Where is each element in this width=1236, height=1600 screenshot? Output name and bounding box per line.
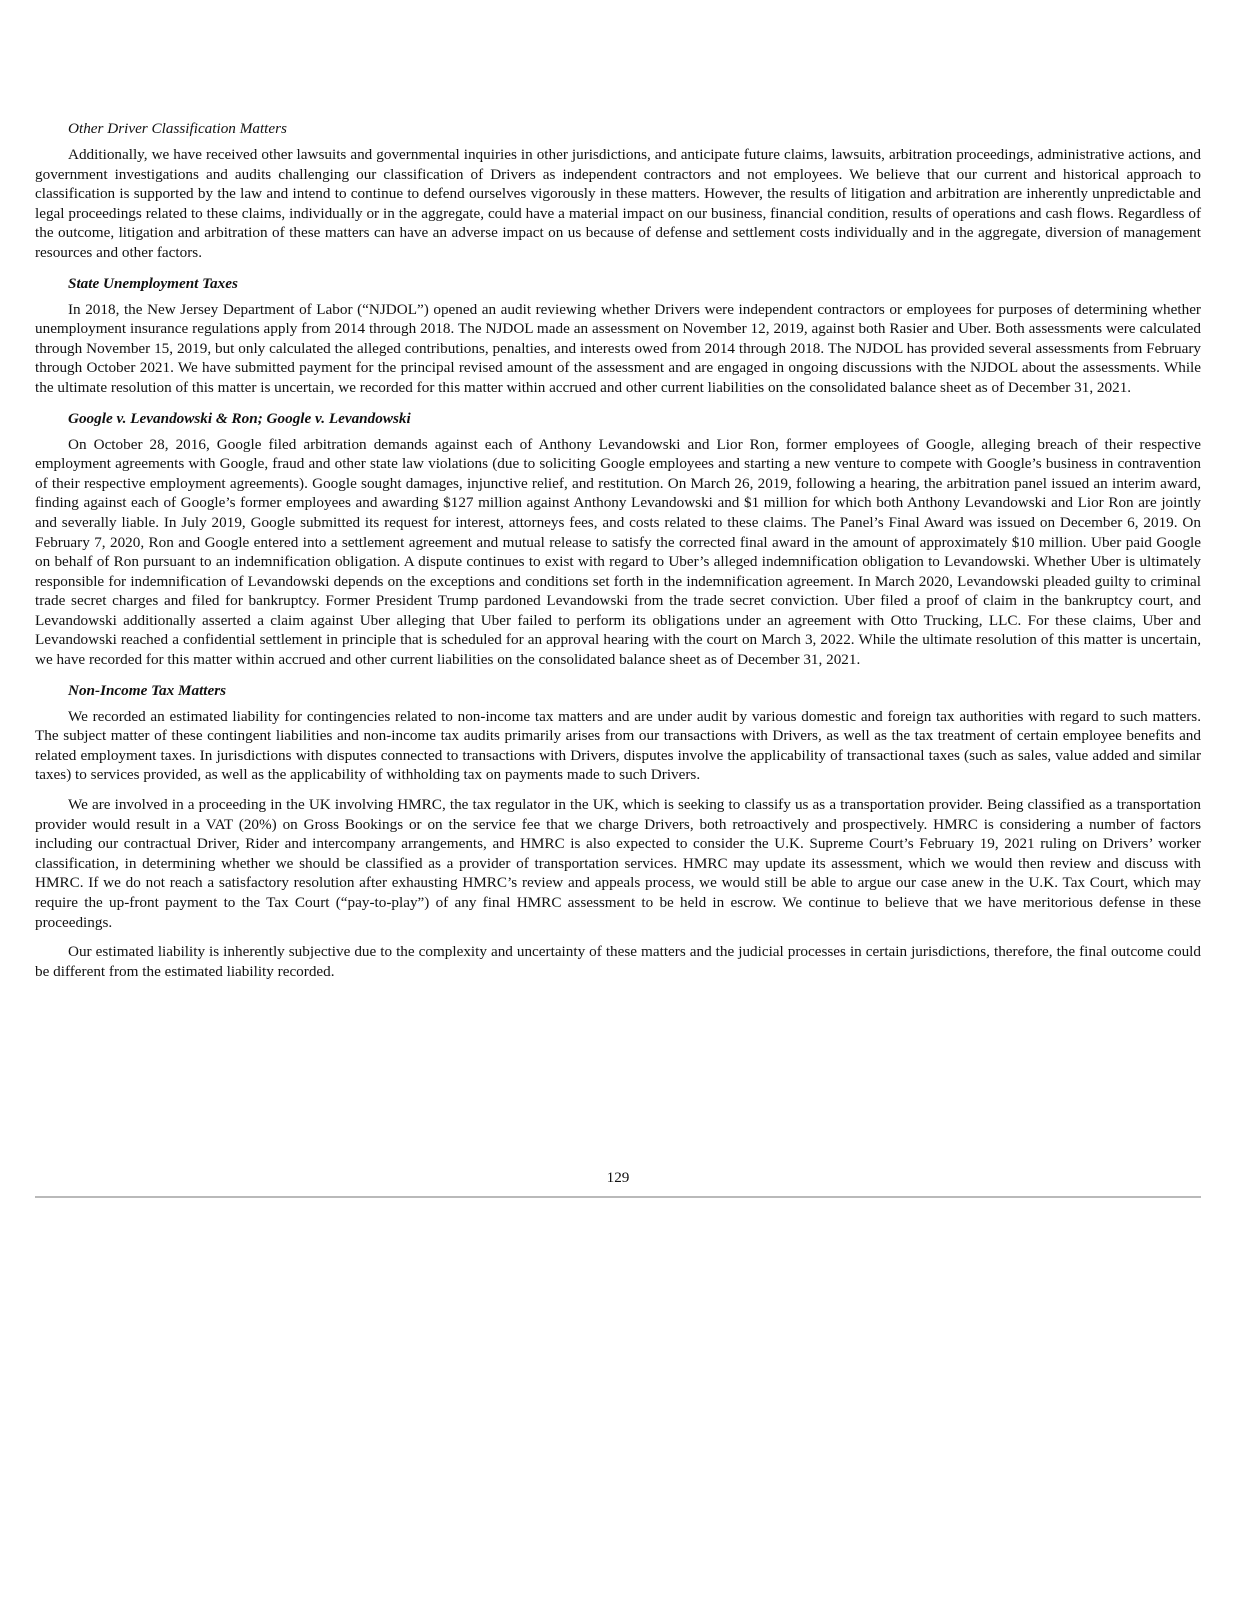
section-heading: Google v. Levandowski & Ron; Google v. Levandowski xyxy=(68,409,411,427)
section-heading: State Unemployment Taxes xyxy=(68,274,238,292)
paragraph: We are involved in a proceeding in the UK involving HMRC, the tax regulator in the UK, which is seeking to classify us as a transportation provider. Being classified as a transportation provider would result in a VAT (20%) on Gross Bookings or on the service fee that we charge Drivers, both retroactively and prospectively. HMRC is considering a number of factors including our contractual Driver, Rider and intercompany arrangements, and HMRC is also expected to consider the U.K. Supreme Court’s February 19, 2021 ruling on Drivers’ worker classification, in determining whether we should be classified as a provider of transportation services. HMRC may update its assessment, which we would then review and discuss with HMRC. If we do not reach a satisfactory resolution after exhausting HMRC’s review and appeals process, we would still be able to argue our case anew in the U.K. Tax Court, which may require the up-front payment to the Tax Court (“pay-to-play”) of any final HMRC assessment to be held in escrow. We continue to believe that we have meritorious defense in these proceedings. xyxy=(35,796,1201,931)
footer-divider xyxy=(35,1196,1201,1198)
paragraph: Additionally, we have received other lawsuits and governmental inquiries in other jurisdictions, and anticipate future claims, lawsuits, arbitration proceedings, administrative actions, and government investigations and audits challenging our classification of Drivers as independent contractors and not employees. We believe that our current and historical approach to classification is supported by the law and intend to continue to defend ourselves vigorously in these matters. However, the results of litigation and arbitration are inherently unpredictable and legal proceedings related to these claims, individually or in the aggregate, could have a material impact on our business, financial condition, results of operations and cash flows. Regardless of the outcome, litigation and arbitration of these matters can have an adverse impact on us because of defense and settlement costs individually and in the aggregate, diversion of management resources and other factors. xyxy=(35,146,1201,261)
page-number: 129 xyxy=(606,1169,630,1186)
section-state-unemployment-taxes xyxy=(35,273,1201,398)
section-google-v-levandowski xyxy=(35,408,1201,670)
document-page xyxy=(35,118,1201,987)
section-other-driver-classification xyxy=(35,118,1201,263)
paragraph: Our estimated liability is inherently subjective due to the complexity and uncertainty of these matters and the judicial processes in certain jurisdictions, therefore, the final outcome could be different from the estimated liability recorded. xyxy=(35,943,1201,980)
paragraph: On October 28, 2016, Google filed arbitration demands against each of Anthony Levandowski and Lior Ron, former employees of Google, alleging breach of their respective employment agreements with Google, fraud and other state law violations (due to soliciting Google employees and starting a new venture to compete with Google’s business in contravention of their respective employment agreements). Google sought damages, injunctive relief, and restitution. On March 26, 2019, following a hearing, the arbitration panel issued an interim award, finding against each of Google’s former employees and awarding $127 million against Anthony Levandowski and $1 million for which both Anthony Levandowski and Lior Ron are jointly and severally liable. In July 2019, Google submitted its request for interest, attorneys fees, and costs related to these claims. The Panel’s Final Award was issued on December 6, 2019. On February 7, 2020, Ron and Google entered into a settlement agreement and mutual release to satisfy the corrected final award in the amount of approximately $10 million. Uber paid Google on behalf of Ron pursuant to an indemnification obligation. A dispute continues to exist with regard to Uber’s alleged indemnification obligation to Levandowski. Whether Uber is ultimately responsible for indemnification of Levandowski depends on the exceptions and conditions set forth in the indemnification agreement. In March 2020, Levandowski pleaded guilty to criminal trade secret charges and filed for bankruptcy. Former President Trump pardoned Levandowski from the trade secret conviction. Uber filed a proof of claim in the bankruptcy court, and Levandowski additionally asserted a claim against Uber alleging that Uber failed to perform its obligations under an agreement with Otto Trucking, LLC. For these claims, Uber and Levandowski reached a confidential settlement in principle that is scheduled for an approval hearing with the court on March 3, 2022. While the ultimate resolution of this matter is uncertain, we have recorded for this matter within accrued and other current liabilities on the consolidated balance sheet as of December 31, 2021. xyxy=(35,435,1201,669)
paragraph: In 2018, the New Jersey Department of Labor (“NJDOL”) opened an audit reviewing whether Drivers were independent contractors or employees for purposes of determining whether unemployment insurance regulations apply from 2014 through 2018. The NJDOL made an assessment on November 12, 2019, against both Rasier and Uber. Both assessments were calculated through November 15, 2019, but only calculated the alleged contributions, penalties, and interests owed from 2014 through 2018. The NJDOL has provided several assessments from February through October 2021. We have submitted payment for the principal revised amount of the assessment and are engaged in ongoing discussions with the NJDOL about the assessments. While the ultimate resolution of this matter is uncertain, we recorded for this matter within accrued and other current liabilities on the consolidated balance sheet as of December 31, 2021. xyxy=(35,300,1201,396)
section-heading: Non-Income Tax Matters xyxy=(68,681,227,699)
paragraph: We recorded an estimated liability for contingencies related to non-income tax matters and are under audit by various domestic and foreign tax authorities with regard to such matters. The subject matter of these contingent liabilities and non-income tax audits primarily arises from our transactions with Drivers, as well as the tax treatment of certain employee benefits and related employment taxes. In jurisdictions with disputes connected to transactions with Drivers, disputes involve the applicability of transactional taxes (such as sales, value added and similar taxes) to services provided, as well as the applicability of withholding tax on payments made to such Drivers. xyxy=(35,707,1201,784)
section-heading: Other Driver Classification Matters xyxy=(68,120,287,137)
section-non-income-tax-matters xyxy=(35,680,1201,982)
